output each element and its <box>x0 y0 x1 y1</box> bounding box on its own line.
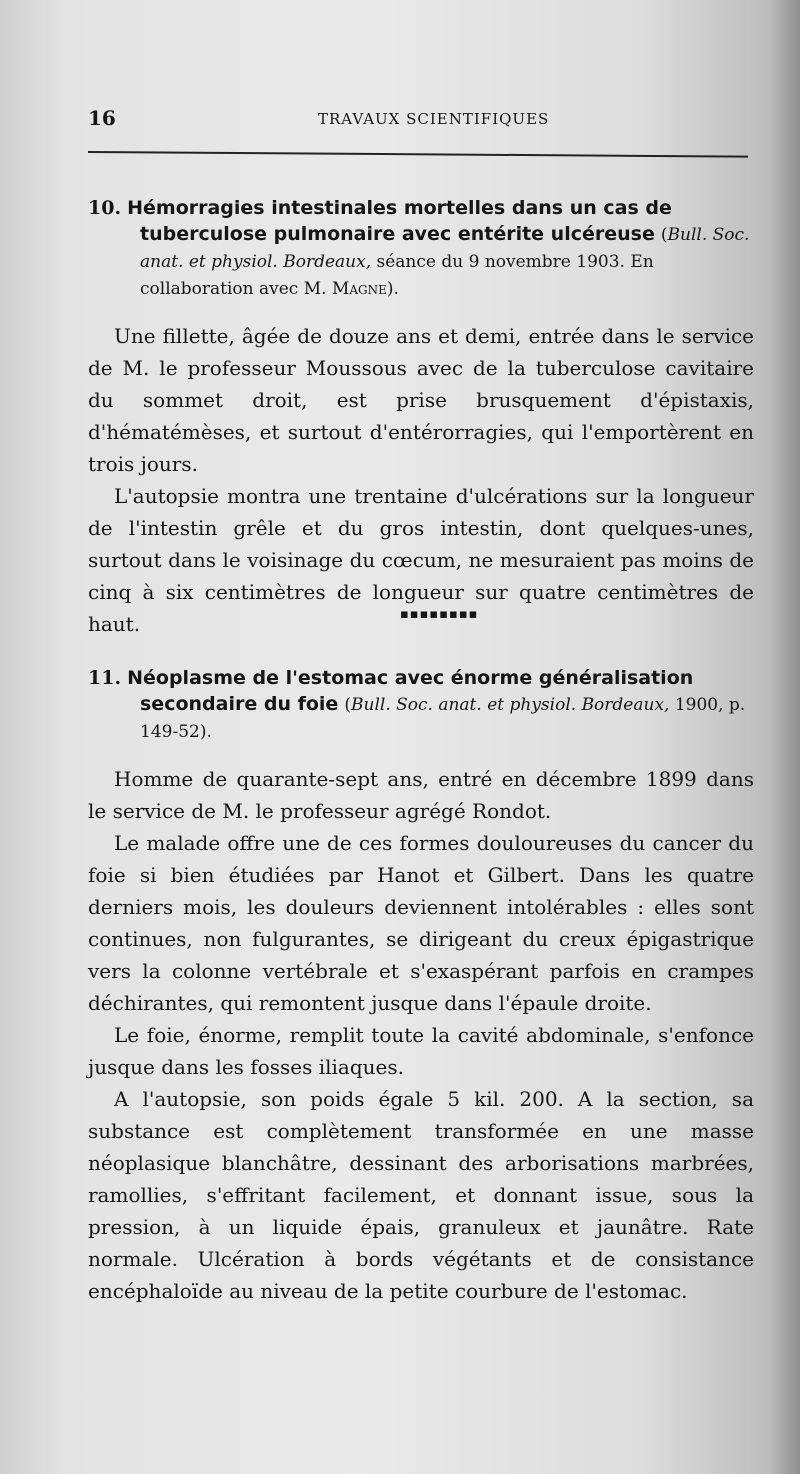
entry-paragraph: Le malade offre une de ces formes douloureuses du cancer du foie si bien étudiées par Hanot et Gilbert. Dans les quatre derniers mois, les douleurs deviennent intolérables : elles sont continues, non fulgurantes, se dirigeant du creux épigastrique vers la colonne vertébrale et s'exaspérant parfois en crampes déchirantes, qui remontent jusque dans l'épaule droite. <box>88 831 754 1015</box>
page-number: 16 <box>88 106 116 130</box>
entry-paragraph: Une fillette, âgée de douze ans et demi, entrée dans le service de M. le professeur Moussous avec de la tuberculose cavitaire du sommet droit, est prise brusquement d'épistaxis, d'hématémèses, et surtout d'entérorragies, qui l'emportèrent en trois jours. <box>88 324 754 476</box>
entry-title: Hémorragies intestinales mortelles dans un cas de tuberculose pulmonaire avec entérite ulcéreuse <box>127 197 672 245</box>
entry-paragraph: L'autopsie montra une trentaine d'ulcérations sur la longueur de l'intestin grêle et du gros intestin, dont quelques-unes, surtout dans le voisinage du cœcum, ne mesuraient pas moins de cinq à six centimètres de longueur sur quatre centimètres de haut. <box>88 484 754 636</box>
entry-number: 10. <box>88 197 122 219</box>
section-separator: ▪▪▪▪▪▪▪▪ <box>400 607 479 622</box>
entry-11 <box>88 665 754 1307</box>
reference-journal: Bull. Soc. anat. et physiol. Bordeaux, <box>351 695 670 715</box>
entry-heading <box>88 665 754 745</box>
entry-heading <box>88 195 754 302</box>
entry-paragraph: Homme de quarante-sept ans, entré en décembre 1899 dans le service de M. le professeur agrégé Rondot. <box>88 767 754 823</box>
entry-number: 11. <box>88 667 122 689</box>
reference-journal: Bull. Soc. anat. et physiol. Bordeaux, <box>140 225 750 272</box>
running-title: TRAVAUX SCIENTIFIQUES <box>318 110 550 128</box>
entry-title: Néoplasme de l'estomac avec énorme généralisation secondaire du foie <box>127 667 694 715</box>
entry-reference: (Bull. Soc. anat. et physiol. Bordeaux, 1900, p. 149-52). <box>140 695 746 742</box>
page-header <box>88 106 728 134</box>
reference-author: Magne <box>331 279 387 299</box>
entry-paragraph: Le foie, énorme, remplit toute la cavité abdominale, s'enfonce jusque dans les fosses iliaques. <box>88 1023 754 1079</box>
entry-10 <box>88 195 754 640</box>
entry-paragraph: A l'autopsie, son poids égale 5 kil. 200. A la section, sa substance est complètement transformée en une masse néoplasique blanchâtre, dessinant des arborisations marbrées, ramollies, s'effritant facilement, et donnant issue, sous la pression, à un liquide épais, granuleux et jaunâtre. Rate normale. Ulcération à bords végétants et de consistance encéphaloïde au niveau de la petite courbure de l'estomac. <box>88 1087 754 1303</box>
entry-reference: (Bull. Soc. anat. et physiol. Bordeaux, séance du 9 novembre 1903. En collaboration avec M. Magne). <box>140 225 750 299</box>
header-rule <box>88 151 748 158</box>
